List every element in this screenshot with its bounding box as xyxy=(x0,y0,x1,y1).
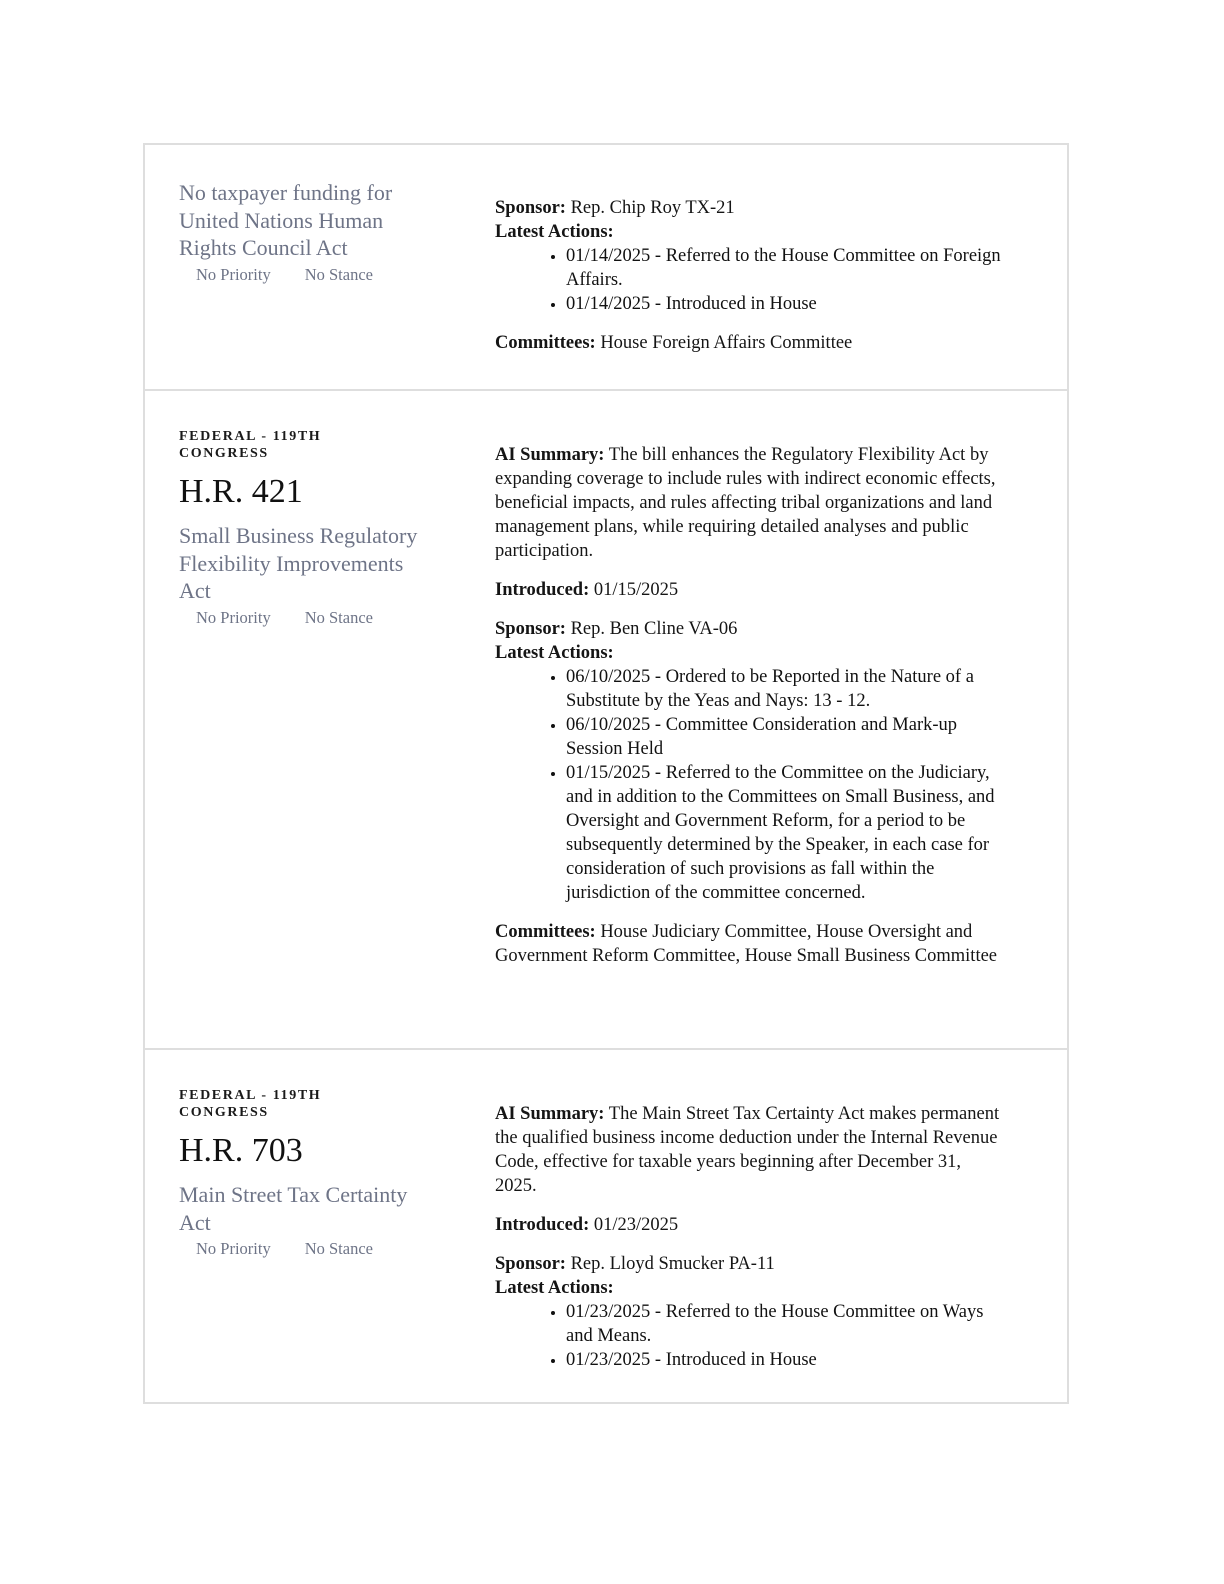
sponsor-label: Sponsor: xyxy=(495,619,566,639)
bill-tags xyxy=(179,265,471,285)
summary-label: AI Summary: xyxy=(495,445,605,465)
priority-tag[interactable]: No Priority xyxy=(196,1239,271,1258)
bills-table xyxy=(143,143,1069,1404)
introduced-label: Introduced: xyxy=(495,1215,590,1235)
introduced-value: 01/23/2025 xyxy=(593,1215,679,1235)
action-item: • 01/14/2025 - Introduced in House xyxy=(566,292,1007,316)
jurisdiction-label: FEDERAL - 119TH CONGRESS xyxy=(179,429,322,461)
bill-row xyxy=(145,389,1067,1048)
introduced-line xyxy=(495,578,1007,602)
stance-tag[interactable]: No Stance xyxy=(304,264,373,284)
bill-details xyxy=(471,1050,1007,1402)
bill-title[interactable]: Main Street Tax Certainty Act xyxy=(179,1182,408,1235)
latest-actions-label: Latest Actions: xyxy=(495,643,614,663)
stance-tag[interactable]: No Stance xyxy=(304,607,373,627)
action-item: • 01/15/2025 - Referred to the Committee on the Judiciary, and in addition to the Committees on Small Business, and Oversight and Government Reform, for a period to be subsequently determined by the Speaker, in each case for consideration of such provisions as fall within the jurisdiction of the committee concerned. xyxy=(566,761,1007,905)
committees-line xyxy=(495,920,1007,968)
sponsor-line xyxy=(495,1252,1007,1276)
committees-value: House Foreign Affairs Committee xyxy=(600,333,853,353)
summary-value: The Main Street Tax Certainty Act makes permanent the qualified business income deduction under the Internal Revenue Code, effective for taxable years beginning after December 31, 2025. xyxy=(495,1104,1000,1196)
bill-tags xyxy=(179,1239,471,1259)
introduced-label: Introduced: xyxy=(495,580,590,600)
action-item: • 06/10/2025 - Ordered to be Reported in the Nature of a Substitute by the Yeas and Nays: 13 - 12. xyxy=(566,665,1007,713)
introduced-value: 01/15/2025 xyxy=(593,580,679,600)
actions-list xyxy=(495,244,1007,316)
sponsor-value: Rep. Ben Cline VA-06 xyxy=(570,619,738,639)
bill-title[interactable]: Small Business Regulatory Flexibility Improvements Act xyxy=(179,523,418,603)
bill-meta xyxy=(145,391,471,1048)
bill-tags xyxy=(179,608,471,628)
sponsor-label: Sponsor: xyxy=(495,198,566,218)
bill-number[interactable]: H.R. 703 xyxy=(179,1132,303,1169)
sponsor-value: Rep. Chip Roy TX-21 xyxy=(570,198,735,218)
priority-tag[interactable]: No Priority xyxy=(196,607,271,627)
actions-list xyxy=(495,1300,1007,1372)
bill-title[interactable]: No taxpayer funding for United Nations Human Rights Council Act xyxy=(179,180,393,260)
jurisdiction-label: FEDERAL - 119TH CONGRESS xyxy=(179,1088,322,1120)
committees-line xyxy=(495,331,1007,355)
bill-row xyxy=(145,1048,1067,1402)
sponsor-label: Sponsor: xyxy=(495,1254,566,1274)
sponsor-line xyxy=(495,196,1007,220)
introduced-line xyxy=(495,1213,1007,1237)
bill-details xyxy=(471,145,1007,389)
summary-line xyxy=(495,1102,1007,1198)
summary-value: The bill enhances the Regulatory Flexibility Act by expanding coverage to include rules with indirect economic effects, beneficial impacts, and rules affecting tribal organizations and land management plans, while requiring detailed analyses and public participation. xyxy=(495,445,996,561)
bill-details xyxy=(471,391,1007,1048)
bill-number[interactable]: H.R. 421 xyxy=(179,473,303,510)
committees-value: House Judiciary Committee, House Oversight and Government Reform Committee, House Small Business Committee xyxy=(495,922,998,966)
bill-meta xyxy=(145,145,471,389)
committees-label: Committees: xyxy=(495,922,596,942)
action-item: • 06/10/2025 - Committee Consideration and Mark-up Session Held xyxy=(566,713,1007,761)
stance-tag[interactable]: No Stance xyxy=(304,1239,373,1258)
latest-actions-label: Latest Actions: xyxy=(495,222,614,242)
committees-label: Committees: xyxy=(495,333,596,353)
summary-line xyxy=(495,443,1007,563)
sponsor-value: Rep. Lloyd Smucker PA-11 xyxy=(570,1254,775,1274)
bill-meta xyxy=(145,1050,471,1402)
action-item: • 01/23/2025 - Introduced in House xyxy=(566,1348,1007,1372)
latest-actions-label: Latest Actions: xyxy=(495,1278,614,1298)
summary-label: AI Summary: xyxy=(495,1104,605,1124)
priority-tag[interactable]: No Priority xyxy=(196,264,271,284)
action-item: • 01/14/2025 - Referred to the House Committee on Foreign Affairs. xyxy=(566,244,1007,292)
bill-row xyxy=(145,145,1067,389)
sponsor-line xyxy=(495,617,1007,641)
actions-list xyxy=(495,665,1007,905)
action-item: • 01/23/2025 - Referred to the House Committee on Ways and Means. xyxy=(566,1300,1007,1348)
